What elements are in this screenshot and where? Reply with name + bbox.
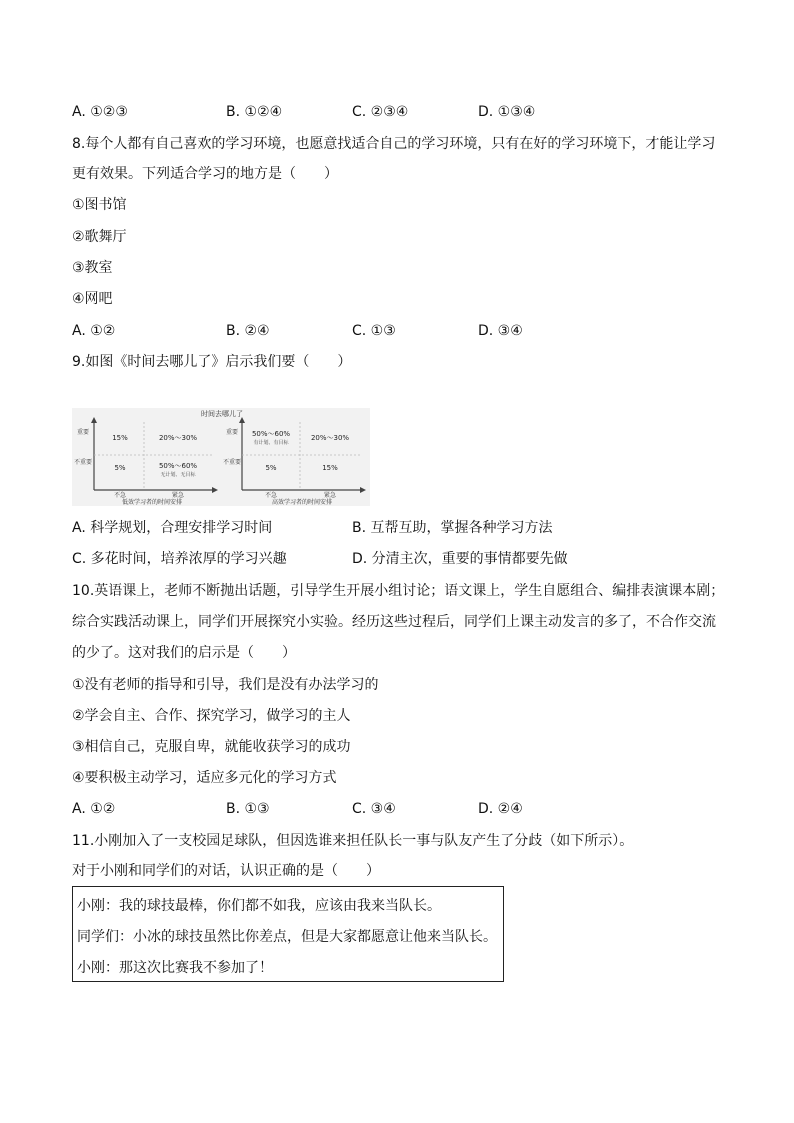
time-allocation-figure bbox=[72, 408, 370, 506]
q10-option-b: B. ①③ bbox=[226, 801, 270, 817]
q9-option-d: D. 分清主次，重要的事情都要先做 bbox=[352, 551, 568, 567]
left-y-top-label: 重要 bbox=[76, 429, 90, 436]
left-caption: 低效学习者的时间安排 bbox=[121, 499, 183, 506]
right-cell-top-right: 20%～30% bbox=[310, 434, 350, 442]
q8-option-b: B. ②④ bbox=[226, 323, 270, 339]
q11-dialog-line-1: 小刚：我的球技最棒，你们都不如我，应该由我来当队长。 bbox=[77, 898, 441, 914]
left-cell-bottom-left: 5% bbox=[114, 464, 126, 472]
right-cell-top-left: 50%～60% bbox=[251, 430, 291, 438]
q8-stem-line-2: 更有效果。下列适合学习的地方是（ ） bbox=[72, 166, 338, 182]
q9-option-b: B. 互帮互助，掌握各种学习方法 bbox=[352, 520, 553, 536]
right-cell-bottom-left: 5% bbox=[265, 464, 277, 472]
q8-option-d: D. ③④ bbox=[478, 323, 523, 339]
left-y-bottom-label: 不重要 bbox=[73, 459, 93, 466]
right-y-bottom-label: 不重要 bbox=[222, 459, 242, 466]
left-cell-top-left: 15% bbox=[112, 434, 128, 442]
q8-option-a: A. ①② bbox=[72, 323, 116, 339]
right-cell-bottom-right: 15% bbox=[322, 464, 338, 472]
q10-option-c: C. ③④ bbox=[352, 801, 396, 817]
q8-item-2: ②歌舞厅 bbox=[72, 229, 127, 245]
left-x-left-label: 不急 bbox=[113, 492, 127, 499]
right-cell-top-left-note: 有计划、有目标 bbox=[253, 440, 289, 446]
right-x-right-label: 紧急 bbox=[323, 492, 337, 499]
q10-item-3: ③相信自己，克服自卑，就能收获学习的成功 bbox=[72, 739, 351, 755]
left-cell-bottom-right: 50%～60% bbox=[158, 462, 198, 470]
q8-item-4: ④网吧 bbox=[72, 291, 113, 307]
q7-option-a: A. ①②③ bbox=[72, 104, 128, 120]
q11-dialog-line-2: 同学们：小冰的球技虽然比你差点，但是大家都愿意让他来当队长。 bbox=[77, 929, 497, 945]
q9-option-a: A. 科学规划，合理安排学习时间 bbox=[72, 520, 273, 536]
q10-item-2: ②学会自主、合作、探究学习，做学习的主人 bbox=[72, 708, 351, 724]
right-x-left-label: 不急 bbox=[264, 492, 278, 499]
q9-stem: 9.如图《时间去哪儿了》启示我们要（ ） bbox=[72, 354, 352, 370]
q7-option-c: C. ②③④ bbox=[352, 104, 409, 120]
q9-option-c: C. 多花时间，培养浓厚的学习兴趣 bbox=[72, 551, 287, 567]
q10-stem-line-2: 综合实践活动课上，同学们开展探究小实验。经历这些过程后，同学们上课主动发言的多了，不合作交流 bbox=[72, 614, 716, 630]
q8-stem-line-1: 8.每个人都有自己喜欢的学习环境，也愿意找适合自己的学习环境，只有在好的学习环境下，才能让学习 bbox=[72, 136, 716, 152]
q10-option-d: D. ②④ bbox=[478, 801, 523, 817]
q10-option-a: A. ①② bbox=[72, 801, 116, 817]
left-x-right-label: 紧急 bbox=[171, 492, 185, 499]
q11-stem-line-2: 对于小刚和同学们的对话，认识正确的是（ ） bbox=[72, 863, 380, 879]
q11-stem-line-1: 11.小刚加入了一支校园足球队，但因选谁来担任队长一事与队友产生了分歧（如下所示）。 bbox=[72, 833, 634, 849]
right-caption: 高效学习者的时间安排 bbox=[271, 499, 333, 506]
q10-item-1: ①没有老师的指导和引导，我们是没有办法学习的 bbox=[72, 677, 379, 693]
left-cell-bottom-right-note: 无计划、无目标 bbox=[160, 472, 196, 478]
q7-option-b: B. ①②④ bbox=[226, 104, 283, 120]
left-cell-top-right: 20%～30% bbox=[158, 434, 198, 442]
q10-stem-line-3: 的少了。这对我们的启示是（ ） bbox=[72, 645, 296, 661]
q11-dialog-line-3: 小刚：那这次比赛我不参加了！ bbox=[77, 960, 273, 976]
q11-dialog-box bbox=[72, 886, 504, 982]
q7-option-d: D. ①③④ bbox=[478, 104, 536, 120]
q8-item-3: ③教室 bbox=[72, 260, 113, 276]
q8-option-c: C. ①③ bbox=[352, 323, 396, 339]
q8-item-1: ①图书馆 bbox=[72, 197, 127, 213]
figure-title: 时间去哪儿了 bbox=[201, 410, 243, 418]
right-y-top-label: 重要 bbox=[225, 429, 239, 436]
q10-stem-line-1: 10.英语课上，老师不断抛出话题，引导学生开展小组讨论；语文课上，学生自愿组合、编排表演课本剧； bbox=[72, 583, 725, 599]
q10-item-4: ④要积极主动学习，适应多元化的学习方式 bbox=[72, 770, 337, 786]
